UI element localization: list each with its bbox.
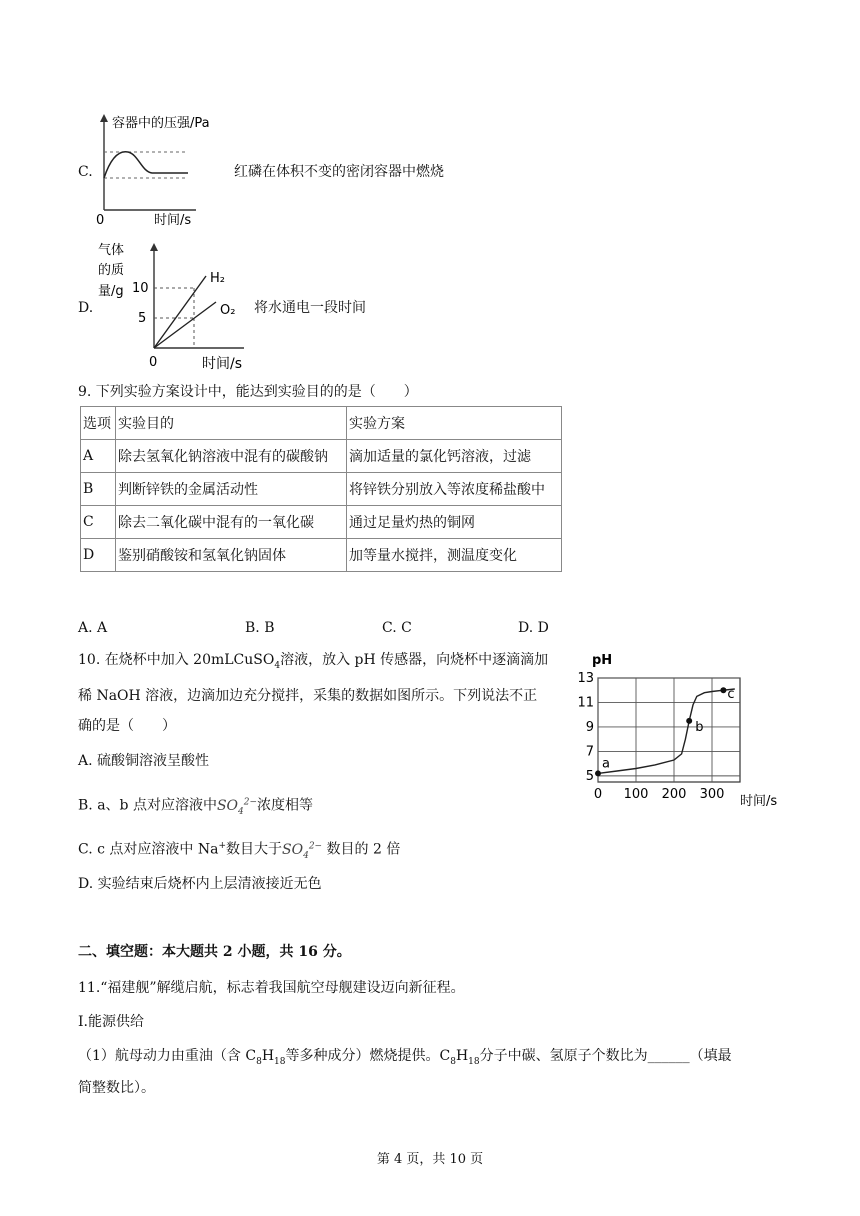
ph-chart bbox=[560, 648, 800, 816]
q9-table bbox=[80, 406, 562, 572]
option-d-label: D. bbox=[78, 300, 94, 316]
q10-stem-line2: 稀 NaOH 溶液，边滴加边充分搅拌，采集的数据如图所示。下列说法不正 bbox=[78, 688, 538, 704]
q10-option-b-post: 浓度相等 bbox=[257, 797, 314, 814]
q9-stem: 9. 下列实验方案设计中，能达到实验目的的是（ ） bbox=[78, 384, 418, 400]
ph-ytick-label: 13 bbox=[577, 671, 594, 686]
pressure-graph-y-arrow bbox=[100, 114, 108, 122]
section2-heading: 二、填空题：本大题共 2 小题，共 16 分。 bbox=[78, 944, 351, 960]
q9-option-d: D. D bbox=[518, 620, 549, 636]
table-cell: 通过足量灼热的铜网 bbox=[347, 506, 562, 539]
ph-chart-series bbox=[598, 689, 735, 773]
ph-point-a bbox=[595, 770, 601, 776]
gas-mass-ytick-5: 5 bbox=[138, 311, 147, 326]
ph-point-b bbox=[686, 718, 692, 724]
ph-ytick-label: 11 bbox=[577, 695, 594, 711]
gas-mass-graph bbox=[94, 238, 264, 374]
q11-stem: 11.“福建舰”解缆启航，标志着我国航空母舰建设迈向新征程。 bbox=[78, 980, 465, 996]
ph-plot-frame bbox=[598, 678, 740, 782]
q10-option-a: A. 硫酸铜溶液呈酸性 bbox=[78, 753, 210, 769]
table-cell: 将锌铁分别放入等浓度稀盐酸中 bbox=[347, 473, 562, 506]
sulfate-ion: $SO_4^{2-}$ bbox=[282, 841, 323, 861]
ph-ytick-label: 9 bbox=[585, 719, 594, 735]
ph-chart-ylabel: pH bbox=[592, 653, 613, 668]
q10-option-c-pre: C. c 点对应溶液中 Na bbox=[78, 841, 219, 858]
h2-line bbox=[154, 276, 206, 348]
pressure-curve bbox=[104, 152, 188, 178]
q10-option-c-post: 数目的 2 倍 bbox=[322, 841, 401, 858]
ph-xtick-label: 200 bbox=[661, 787, 687, 802]
q9-table-header bbox=[81, 407, 562, 440]
q10-option-d: D. 实验结束后烧杯内上层清液接近无色 bbox=[78, 876, 322, 892]
table-cell: 除去氢氧化钠溶液中混有的碳酸钠 bbox=[116, 440, 347, 473]
gas-mass-ylabel-3: 量/g bbox=[98, 284, 124, 299]
pressure-graph bbox=[88, 110, 228, 230]
q11-sub1-line2: 简整数比）。 bbox=[78, 1080, 155, 1096]
o2-label: O₂ bbox=[220, 303, 236, 318]
pressure-graph-ylabel: 容器中的压强/Pa bbox=[112, 116, 210, 131]
gas-mass-ylabel-2: 的质 bbox=[98, 263, 125, 278]
ph-chart-grid bbox=[598, 678, 740, 782]
q10-stem-part1: 10. 在烧杯中加入 20mLCuSO bbox=[78, 652, 275, 668]
gas-mass-xlabel: 时间/s bbox=[202, 356, 243, 372]
table-cell: B bbox=[81, 473, 116, 506]
page-footer: 第 4 页，共 10 页 bbox=[376, 1152, 484, 1167]
table-row bbox=[81, 539, 562, 572]
gas-mass-origin: 0 bbox=[149, 355, 158, 370]
pressure-graph-origin: 0 bbox=[96, 213, 105, 228]
ph-curve bbox=[598, 689, 735, 773]
ph-xtick-label: 300 bbox=[699, 787, 725, 802]
ph-ytick-label: 5 bbox=[585, 768, 594, 784]
q9-header-purpose: 实验目的 bbox=[116, 407, 347, 440]
q10-option-c-sup: + bbox=[218, 841, 226, 851]
q10-stem-sub: 4 bbox=[274, 660, 281, 671]
ph-point-label-c: c bbox=[727, 687, 735, 703]
q10-option-c bbox=[78, 836, 400, 865]
ph-point-label-b: b bbox=[695, 719, 704, 735]
table-cell: 鉴别硝酸铵和氢氧化钠固体 bbox=[116, 539, 347, 572]
ph-ytick-label: 7 bbox=[585, 744, 594, 760]
table-row bbox=[81, 506, 562, 539]
q10-stem-part2: 溶液，放入 pH 传感器，向烧杯中逐滴滴加 bbox=[280, 652, 549, 668]
q10-option-b bbox=[78, 792, 313, 821]
gas-mass-ytick-10: 10 bbox=[132, 281, 149, 296]
option-d-description: 将水通电一段时间 bbox=[254, 300, 366, 316]
q10-stem-line1 bbox=[78, 650, 548, 676]
q9-option-c: C. C bbox=[382, 620, 412, 636]
option-c-description: 红磷在体积不变的密闭容器中燃烧 bbox=[234, 164, 444, 180]
table-row bbox=[81, 473, 562, 506]
table-cell: 除去二氧化碳中混有的一氧化碳 bbox=[116, 506, 347, 539]
o2-line bbox=[154, 302, 216, 348]
q9-header-method: 实验方案 bbox=[347, 407, 562, 440]
ph-xtick-label: 100 bbox=[623, 787, 649, 802]
q9-header-option: 选项 bbox=[81, 407, 116, 440]
ph-xtick-label: 0 bbox=[593, 787, 603, 802]
table-cell: C bbox=[81, 506, 116, 539]
gas-mass-y-arrow bbox=[150, 243, 158, 251]
ph-point-c bbox=[720, 687, 726, 693]
pressure-graph-xlabel: 时间/s bbox=[154, 213, 192, 228]
table-cell: D bbox=[81, 539, 116, 572]
table-cell: 加等量水搅拌，测温度变化 bbox=[347, 539, 562, 572]
table-cell: A bbox=[81, 440, 116, 473]
table-row bbox=[81, 440, 562, 473]
h2-label: H₂ bbox=[210, 271, 225, 286]
q10-stem-line3: 确的是（ ） bbox=[78, 718, 176, 734]
sulfate-ion: $SO_4^{2-}$ bbox=[216, 797, 258, 817]
q11-sub1-line1: （1）航母动力由重油（含 $C_8H_{18}$等多种成分）燃烧提供。$C_8H_{18}$分子中碳、氢原子个数比为______（填最 bbox=[78, 1048, 732, 1067]
q10-option-b-pre: B. a、b 点对应溶液中 bbox=[78, 797, 217, 814]
q11-part1: Ⅰ.能源供给 bbox=[78, 1014, 144, 1030]
gas-mass-ylabel-1: 气体 bbox=[98, 243, 125, 258]
q9-option-a: A. A bbox=[78, 620, 108, 636]
ph-point-label-a: a bbox=[602, 756, 610, 772]
option-c-label: C. bbox=[78, 164, 93, 180]
ph-chart-xlabel: 时间/s bbox=[740, 794, 778, 809]
q9-option-b: B. B bbox=[245, 620, 275, 636]
table-cell: 滴加适量的氯化钙溶液，过滤 bbox=[347, 440, 562, 473]
q10-option-c-mid: 数目大于 bbox=[226, 841, 282, 858]
table-cell: 判断锌铁的金属活动性 bbox=[116, 473, 347, 506]
